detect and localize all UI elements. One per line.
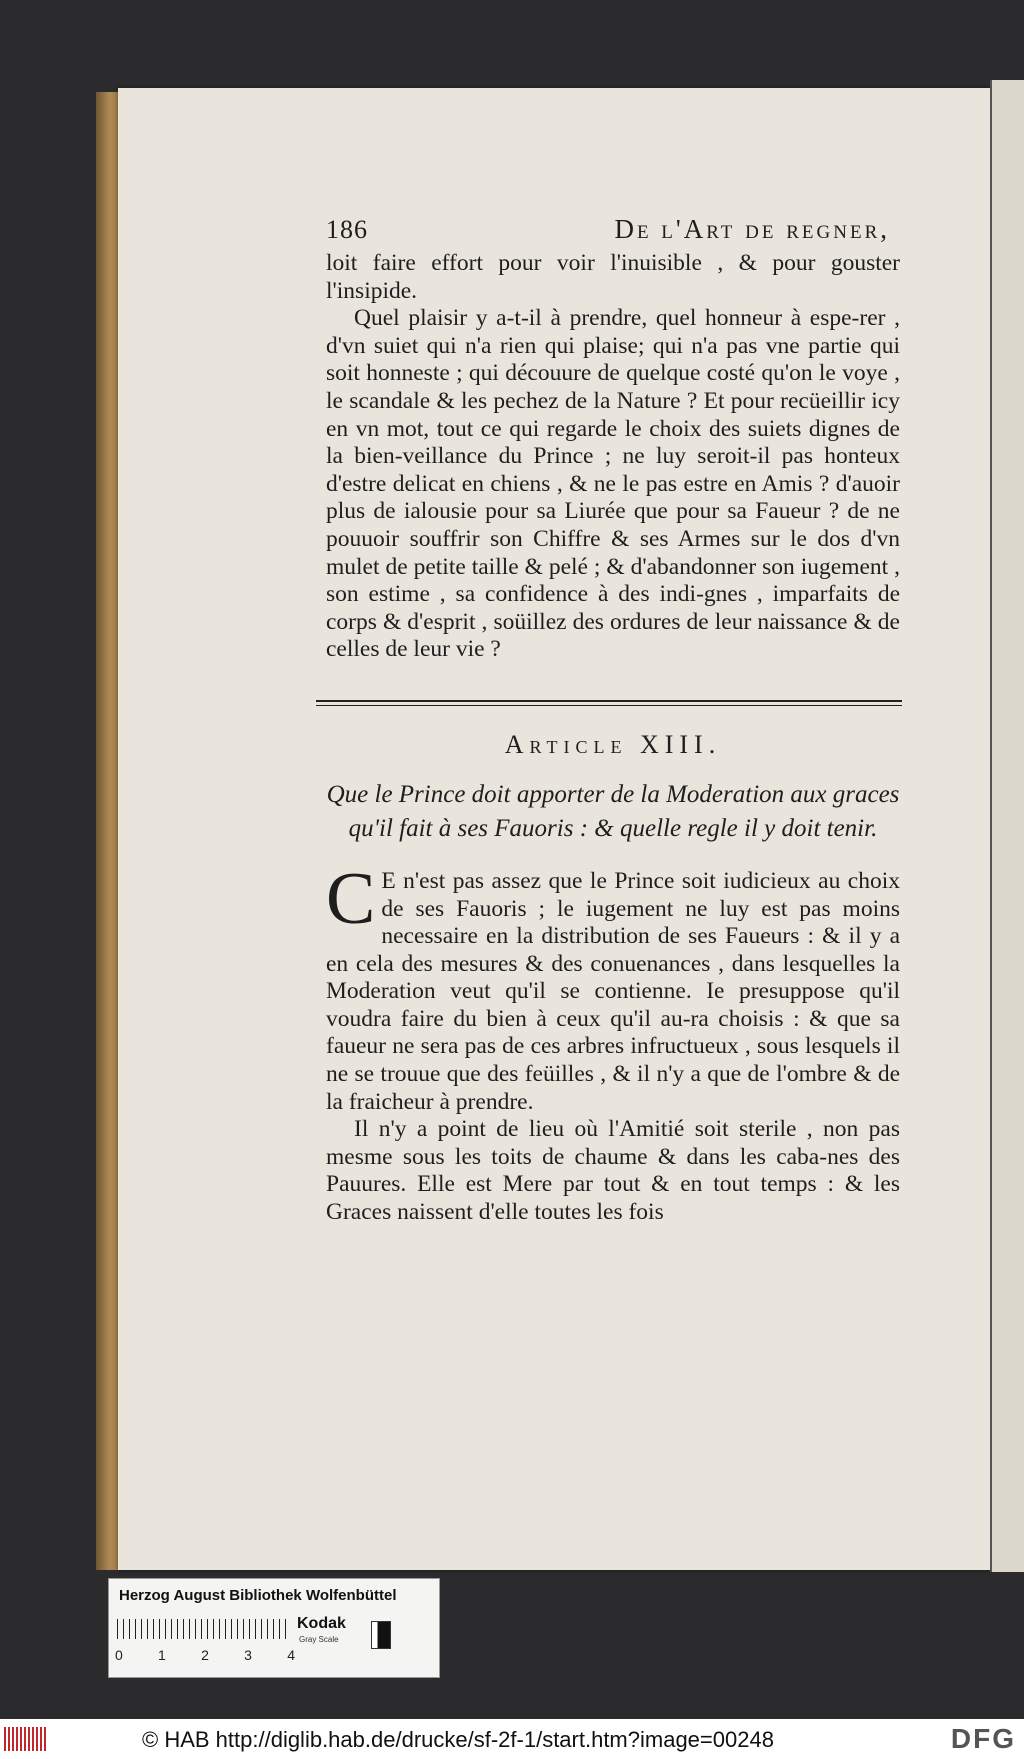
paragraph-1: loit faire effort pour voir l'inuisible , & pour gouster l'insipide. (326, 250, 900, 304)
footer-url[interactable]: © HAB http://diglib.hab.de/drucke/sf-2f-1/start.htm?image=00248 (142, 1727, 774, 1752)
barcode-icon (4, 1727, 46, 1751)
running-title: De l'Art de regner, (614, 214, 890, 244)
article-subtitle: Que le Prince doit apporter de la Moderation aux graces qu'il fait à ses Fauoris : & quelle regle il y doit tenir. (326, 780, 900, 842)
tick-4: 4 (287, 1647, 295, 1663)
page-number: 186 (326, 215, 368, 244)
paragraph-2: Quel plaisir y a-t-il à prendre, quel honneur à espe-rer , d'vn suiet qui n'a rien qui plaise; qui n'a pas vne partie qui soit honneste ; qui découure de quelque costé qu'on le voye , le scandale & les pechez de la Nature ? Et pour recüeillir icy en vn mot, tout ce qui regarde le choix des suiets dignes de la bien-veillance du Prince ; ne luy seroit-il pas honteux d'estre delicat en chiens , & ne le pas estre en Amis ? d'auoir plus de ialousie pour sa Liurée que pour sa Faueur ? de ne pouuoir souffrir son Chiffre & ses Armes sur le dos d'vn mulet de petite taille & pelé ; & d'abandonner son iugement , son estime , sa confidence à des indi-gnes , imparfaits de corps & d'esprit , soüillez des ordures de leur naissance & de celles de leur vie ? (326, 305, 900, 663)
paragraph-4: Il n'y a point de lieu où l'Amitié soit sterile , non pas mesme sous les toits de chaume & dans les caba-nes des Pauures. Elle est Mere par tout & en tout temps : & les Graces naissent d'elle toutes les fois (326, 1116, 900, 1226)
dfg-logo: DFG (950, 1723, 1016, 1754)
ruler-ticks (115, 1647, 295, 1663)
tick-3: 3 (244, 1647, 252, 1663)
facing-page-edge (990, 80, 1024, 1572)
tick-1: 1 (158, 1647, 166, 1663)
tick-0: 0 (115, 1647, 123, 1663)
gray-scale-text: Gray Scale (299, 1635, 339, 1644)
article-title: Article XIII. (504, 729, 722, 759)
tick-2: 2 (201, 1647, 209, 1663)
section-rule (316, 700, 902, 706)
footer-bar (0, 1719, 1024, 1759)
paragraph-3 (326, 857, 900, 1116)
drop-cap: C (326, 857, 376, 940)
kodak-logo: Kodak (297, 1615, 346, 1632)
library-name: Herzog August Bibliothek Wolfenbüttel (119, 1587, 397, 1604)
page-header (326, 214, 900, 250)
page-text (326, 214, 900, 1227)
library-color-card (108, 1578, 440, 1678)
gray-swatch (371, 1621, 391, 1649)
paragraph-3-text: E n'est pas assez que le Prince soit iudicieux au choix de ses Fauoris ; le iugement ne luy est pas moins necessaire en la distribution de ses Faueurs : & il y a en cela des mesures & des conuenances , dans lesquelles la Moderation veut qu'il se contienne. Ie presuppose qu'il voudra faire du bien à ceux qu'il au-ra choisis : & que sa faueur ne sera pas de ces arbres infructueux , sous lesquels il ne se trouue que des feüilles , & il n'y a que de l'ombre & de la fraicheur à prendre. (326, 867, 900, 1115)
scale-ruler (117, 1619, 287, 1639)
